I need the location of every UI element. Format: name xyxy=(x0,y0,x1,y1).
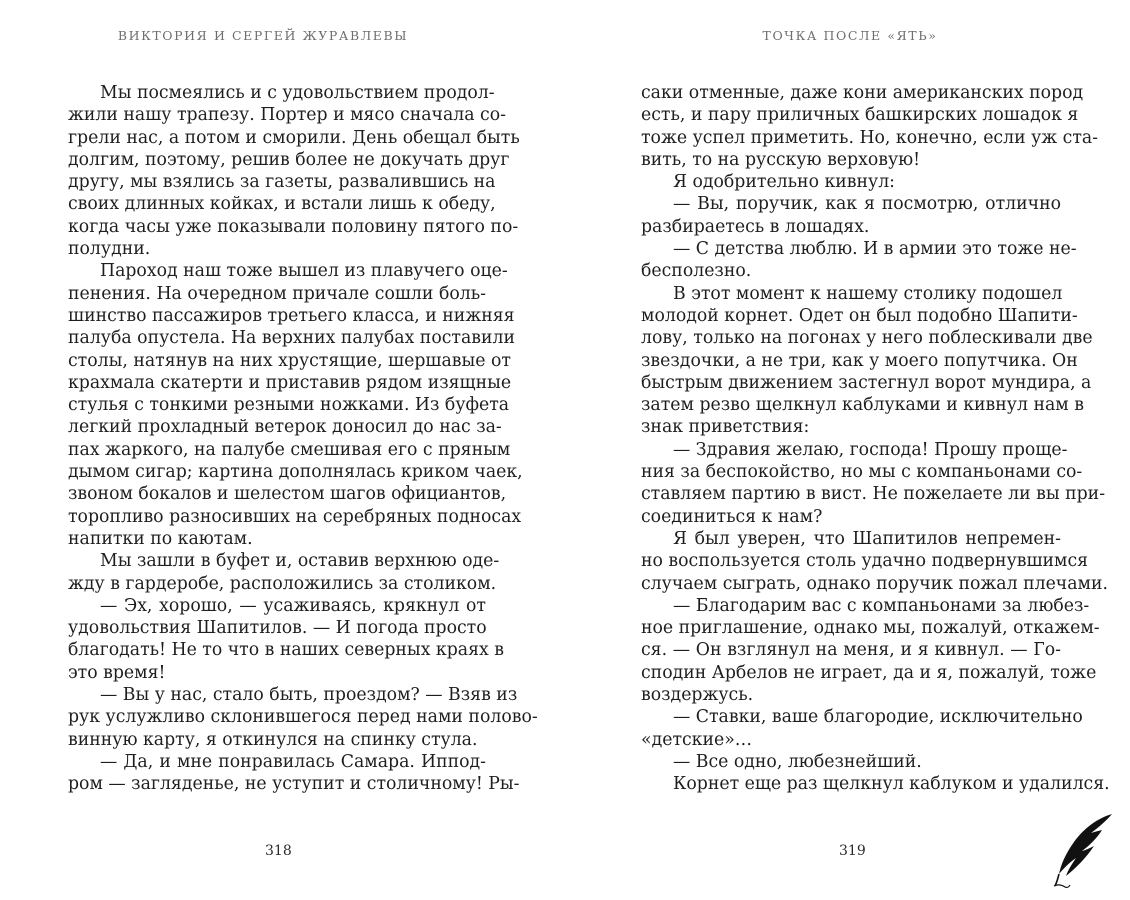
running-head-right: ТОЧКА ПОСЛЕ «ЯТЬ» xyxy=(762,28,938,43)
text-line: долгим, поэтому, решив более не докучать друг xyxy=(68,149,510,170)
text-line: это время! xyxy=(68,662,166,683)
text-line: рук услужливо склонившегося перед нами полово- xyxy=(68,707,538,728)
text-line: напитки по каютам. xyxy=(68,528,253,549)
text-line: но воспользуется столь удачно подвернувшимся xyxy=(641,551,1089,572)
text-line: дымом сигар; картина дополнялась криком чаек, xyxy=(68,462,523,483)
text-line: быстрым движением застегнул ворот мундира, а xyxy=(641,372,1092,393)
text-line: грели нас, а потом и сморили. День обещал быть xyxy=(68,127,520,148)
text-line: — Здравия желаю, господа! Прошу проще- xyxy=(673,439,1068,460)
left-page-text xyxy=(68,82,538,796)
text-line: саки отменные, даже кони американских пород xyxy=(641,83,1084,103)
quill-feather-icon xyxy=(1050,812,1116,890)
text-line: — Благодарим вас с компаньонами за любез- xyxy=(673,595,1090,616)
text-line: шинство пассажиров третьего класса, и нижняя xyxy=(68,305,515,326)
text-line: жду в гардеробе, расположились за столиком. xyxy=(68,573,497,594)
text-line: крахмала скатерти и приставив рядом изящные xyxy=(68,372,512,393)
text-line: другу, мы взялись за газеты, развалившись на xyxy=(68,172,496,193)
text-line: «детские»… xyxy=(641,729,753,750)
text-line: — С детства люблю. И в армии это тоже не- xyxy=(673,239,1077,260)
text-line: Я одобрительно кивнул: xyxy=(673,172,896,193)
text-line: воздержусь. xyxy=(641,685,754,706)
text-line: вить, то на русскую верховую! xyxy=(641,149,921,170)
text-line: легкий прохладный ветерок доносил до нас за- xyxy=(68,417,502,438)
right-page-text xyxy=(641,82,1110,796)
text-line: молодой корнет. Одет он был подобно Шапити- xyxy=(641,305,1078,326)
text-line: пенения. На очередном причале сошли боль- xyxy=(68,283,486,304)
text-line: есть, и пару приличных башкирских лошадок я xyxy=(641,105,1079,126)
text-line: ния за беспокойство, но мы с компаньонами со- xyxy=(641,462,1083,483)
text-line: Я был уверен, что Шапитилов непремен- xyxy=(673,528,1061,549)
page-number-left: 318 xyxy=(265,843,292,859)
running-head-left: ВИКТОРИЯ И СЕРГЕЙ ЖУРАВЛЕВЫ xyxy=(117,28,409,43)
text-line: удовольствия Шапитилов. — И погода просто xyxy=(68,618,487,639)
text-line: соединиться к нам? xyxy=(641,506,823,527)
text-line: В этот момент к нашему столику подошел xyxy=(673,283,1063,304)
text-line: благодать! Не то что в наших северных краях в xyxy=(68,640,504,661)
text-line: полудни. xyxy=(68,239,151,260)
text-line: торопливо разносивших на серебряных подносах xyxy=(68,506,522,527)
text-line: — Вы у нас, стало быть, проездом? — Взяв из xyxy=(100,685,518,706)
text-line: затем резво щелкнул каблуками и кивнул нам в xyxy=(641,395,1084,416)
text-line: ром — загляденье, не уступит и столичному! Ры- xyxy=(68,774,520,795)
page-number-right: 319 xyxy=(839,843,866,859)
text-line: — Да, и мне понравилась Самара. Иппод- xyxy=(100,751,486,772)
text-line: Пароход наш тоже вышел из плавучего оце- xyxy=(100,261,508,282)
text-line: — Ставки, ваше благородие, исключительно xyxy=(673,707,1083,728)
text-line: своих длинных койках, и встали лишь к обеду, xyxy=(68,194,496,215)
text-line: ся. — Он взглянул на меня, и я кивнул. — Го- xyxy=(641,640,1061,661)
text-line: столы, натянув на них хрустящие, шершавые от xyxy=(68,350,511,371)
text-line: винную карту, я откинулся на спинку стула. xyxy=(68,729,478,750)
text-line: — Эх, хорошо, — усаживаясь, крякнул от xyxy=(100,595,486,616)
text-line: пах жаркого, на палубе смешивая его с пряным xyxy=(68,439,511,460)
text-line: — Вы, поручик, как я посмотрю, отлично xyxy=(673,194,1061,215)
text-line: ное приглашение, однако мы, пожалуй, откажем- xyxy=(641,618,1100,639)
text-line: Мы зашли в буфет и, оставив верхнюю оде- xyxy=(100,551,500,572)
text-line: бесполезно. xyxy=(641,261,752,282)
text-line: знак приветствия: xyxy=(641,417,810,438)
text-line: тоже успел приметить. Но, конечно, если уж ста- xyxy=(641,127,1099,148)
text-line: палуба опустела. На верхних палубах поставили xyxy=(68,328,516,349)
text-line: — Все одно, любезнейший. xyxy=(673,751,922,772)
text-line: жили нашу трапезу. Портер и мясо сначала со- xyxy=(68,105,506,126)
text-line: звездочки, а не три, как у моего попутчика. Он xyxy=(641,350,1078,371)
text-line: Мы посмеялись и с удовольствием продол- xyxy=(100,83,495,103)
text-line: Корнет еще раз щелкнул каблуком и удалился. xyxy=(673,774,1110,795)
right-page xyxy=(565,0,1130,900)
text-line: разбираетесь в лошадях. xyxy=(641,216,870,237)
text-line: стулья с тонкими резными ножками. Из буфета xyxy=(68,395,510,416)
text-line: лову, только на погонах у него поблескивали две xyxy=(641,328,1093,349)
text-line: звоном бокалов и шелестом шагов официантов, xyxy=(68,484,507,505)
text-line: сподин Арбелов не играет, да и я, пожалуй, тоже xyxy=(641,662,1097,683)
text-line: случаем сыграть, однако поручик пожал плечами. xyxy=(641,573,1108,594)
text-line: ставляем партию в вист. Не пожелаете ли вы при- xyxy=(641,484,1106,505)
text-line: когда часы уже показывали половину пятого по- xyxy=(68,216,519,237)
